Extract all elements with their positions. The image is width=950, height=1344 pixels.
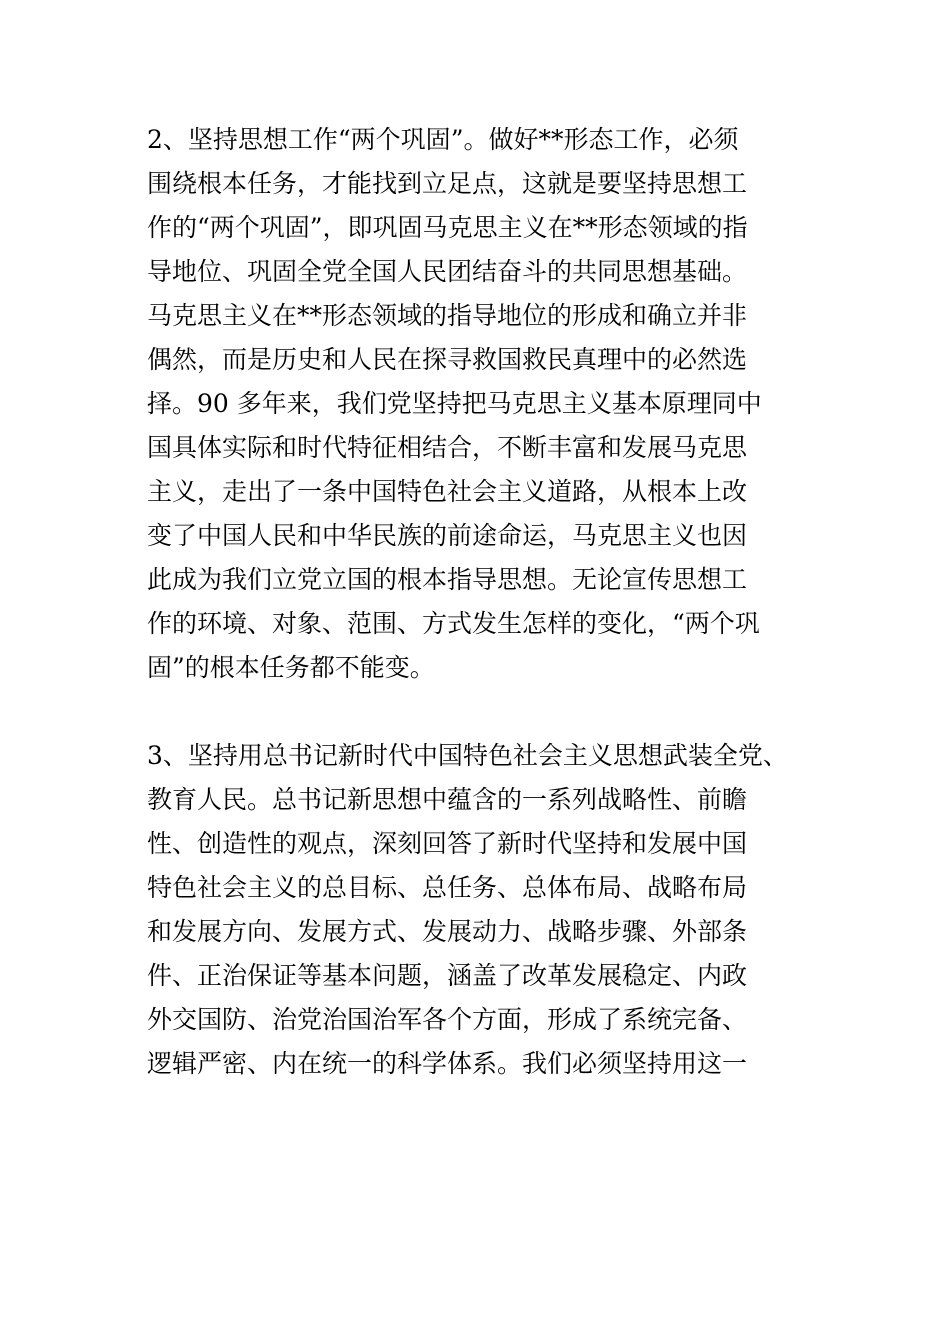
- text-line: 3、坚持用总书记新时代中国特色社会主义思想武装全党、: [147, 741, 788, 770]
- text-line: 变了中国人民和中华民族的前途命运，马克思主义也因: [147, 521, 748, 550]
- document-body: [147, 118, 807, 1086]
- text-line: 外交国防、治党治国治军各个方面，形成了系统完备、: [147, 1005, 748, 1034]
- text-line: 教育人民。总书记新思想中蕴含的一系列战略性、前瞻: [147, 785, 748, 814]
- text-line: 件、正治保证等基本问题，涵盖了改革发展稳定、内政: [147, 961, 748, 990]
- text-line: 作的环境、对象、范围、方式发生怎样的变化，“两个巩: [147, 609, 760, 638]
- paragraph-two-consolidations: [147, 118, 807, 690]
- text-line: 择。90 多年来，我们党坚持把马克思主义基本原理同中: [147, 389, 762, 418]
- text-line: 2、坚持思想工作“两个巩固”。做好**形态工作，必须: [147, 125, 739, 154]
- text-line: 固”的根本任务都不能变。: [147, 653, 435, 682]
- text-line: 和发展方向、发展方式、发展动力、战略步骤、外部条: [147, 917, 748, 946]
- paragraph-spacer: [147, 690, 807, 734]
- text-line: 作的“两个巩固”，即巩固马克思主义在**形态领域的指: [147, 213, 748, 242]
- text-line: 国具体实际和时代特征相结合，不断丰富和发展马克思: [147, 433, 748, 462]
- text-line: 逻辑严密、内在统一的科学体系。我们必须坚持用这一: [147, 1049, 748, 1078]
- text-line: 主义，走出了一条中国特色社会主义道路，从根本上改: [147, 477, 748, 506]
- text-line: 此成为我们立党立国的根本指导思想。无论宣传思想工: [147, 565, 748, 594]
- text-line: 性、创造性的观点，深刻回答了新时代坚持和发展中国: [147, 829, 748, 858]
- text-line: 导地位、巩固全党全国人民团结奋斗的共同思想基础。: [147, 257, 748, 286]
- paragraph-arm-the-party: [147, 734, 807, 1086]
- text-line: 围绕根本任务，才能找到立足点，这就是要坚持思想工: [147, 169, 748, 198]
- text-line: 马克思主义在**形态领域的指导地位的形成和确立并非: [147, 301, 748, 330]
- text-line: 偶然，而是历史和人民在探寻救国救民真理中的必然选: [147, 345, 748, 374]
- text-line: 特色社会主义的总目标、总任务、总体布局、战略布局: [147, 873, 748, 902]
